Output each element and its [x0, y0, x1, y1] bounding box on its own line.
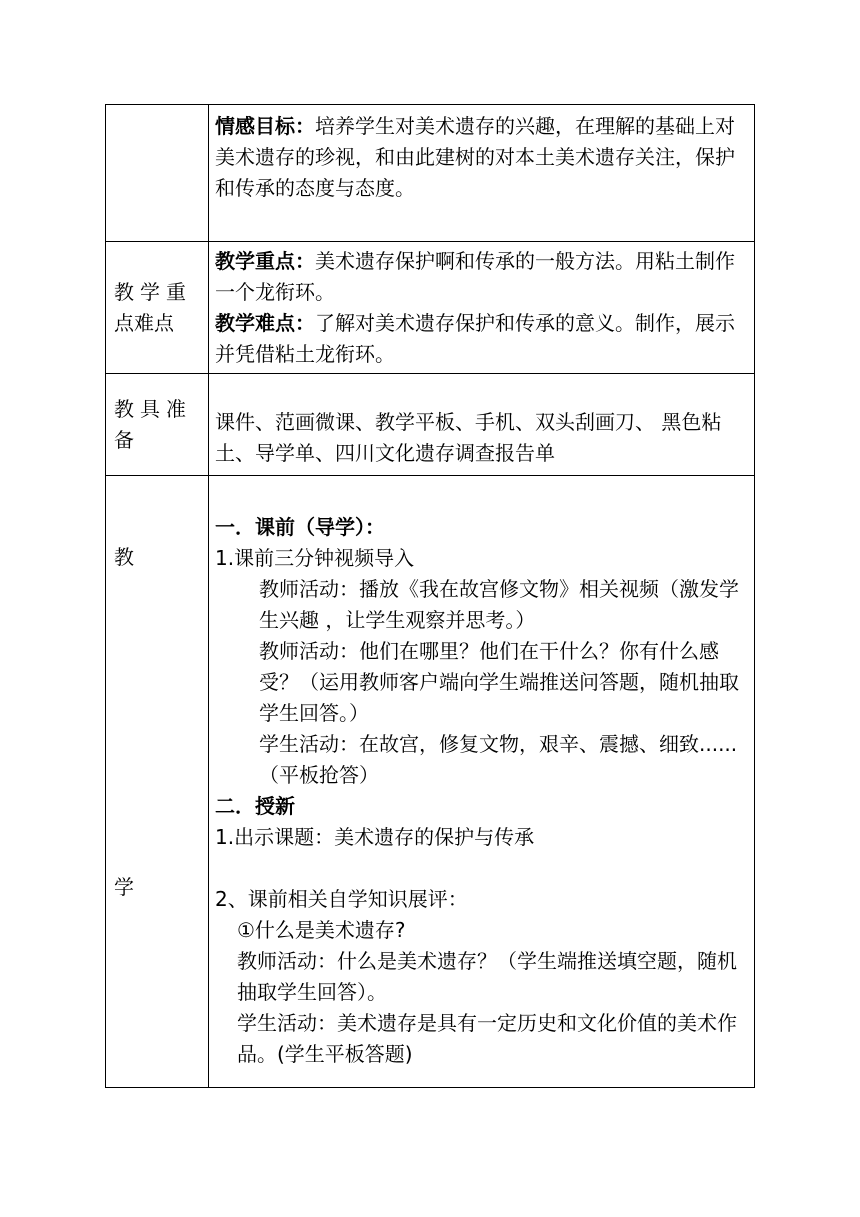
table-row-process: [106, 476, 755, 1088]
item3-text: 2、课前相关自学知识展评：: [215, 887, 468, 911]
blank-gap: [215, 853, 748, 884]
tools-cell: [209, 374, 755, 476]
row-label-process-char2: 学: [114, 875, 134, 899]
student-activity-2: 学生活动：美术遗存是具有一定历史和文化价值的美术作品。(学生平板答题): [237, 1011, 737, 1066]
row-label-keypoints: [106, 242, 209, 374]
affective-goal-cell: [209, 105, 755, 242]
key-point-text: 美术遗存保护啊和传承的一般方法。用粘土制作一个龙衔环。: [215, 249, 735, 304]
affective-goal-heading: 情感目标：: [215, 114, 315, 138]
lesson-plan-table: [105, 104, 755, 1088]
key-point-heading: 教学重点：: [215, 249, 315, 273]
difficult-point-text: 了解对美术遗存保护和传承的意义。制作，展示并凭借粘土龙衔环。: [215, 311, 735, 366]
difficult-point-heading: 教学难点：: [215, 311, 315, 335]
row-label-process-char1: 教: [114, 545, 134, 569]
row-label-process: [106, 476, 209, 1088]
item1-text: 1.课前三分钟视频导入: [215, 546, 415, 570]
row-label-affective: [106, 105, 209, 242]
sub-question-1: ①什么是美术遗存?: [237, 918, 406, 942]
table-row-tools: [106, 374, 755, 476]
affective-goal-text: 培养学生对美术遗存的兴趣，在理解的基础上对美术遗存的珍视，和由此建树的对本土美术遗存关注，保护和传承的态度与态度。: [215, 114, 735, 200]
section2-title: 二．授新: [215, 794, 295, 818]
row-label-tools: [106, 374, 209, 476]
keypoints-cell: [209, 242, 755, 374]
table-row-keypoints: [106, 242, 755, 374]
row-label-tools-line2: 备: [114, 428, 134, 452]
row-label-keypoints-line1: 教学重: [114, 279, 192, 304]
process-cell: [209, 476, 755, 1088]
teacher-activity-3: 教师活动：什么是美术遗存？（学生端推送填空题，随机抽取学生回答）。: [237, 949, 737, 1004]
section1-title: 一．课前（导学）：: [215, 515, 385, 539]
row-label-keypoints-line2: 点难点: [114, 310, 174, 335]
tools-text: 课件、范画微课、教学平板、手机、双头刮画刀、 黑色粘土、导学单、四川文化遗存调查报告单: [215, 410, 722, 465]
teacher-activity-2: 教师活动：他们在哪里？他们在干什么？你有什么感受？（运用教师客户端向学生端推送问答题，随机抽取学生回答。）: [259, 639, 739, 725]
student-activity-1: 学生活动：在故宫，修复文物，艰辛、震撼、细致......（平板抢答）: [259, 732, 738, 787]
teacher-activity-1: 教师活动：播放《我在故宫修文物》相关视频（激发学生兴趣 ，让学生观察并思考。）: [259, 577, 739, 632]
item2-text: 1.出示课题：美术遗存的保护与传承: [215, 825, 535, 849]
row-label-tools-line1: 教具准: [114, 397, 192, 421]
table-row-affective: [106, 105, 755, 242]
